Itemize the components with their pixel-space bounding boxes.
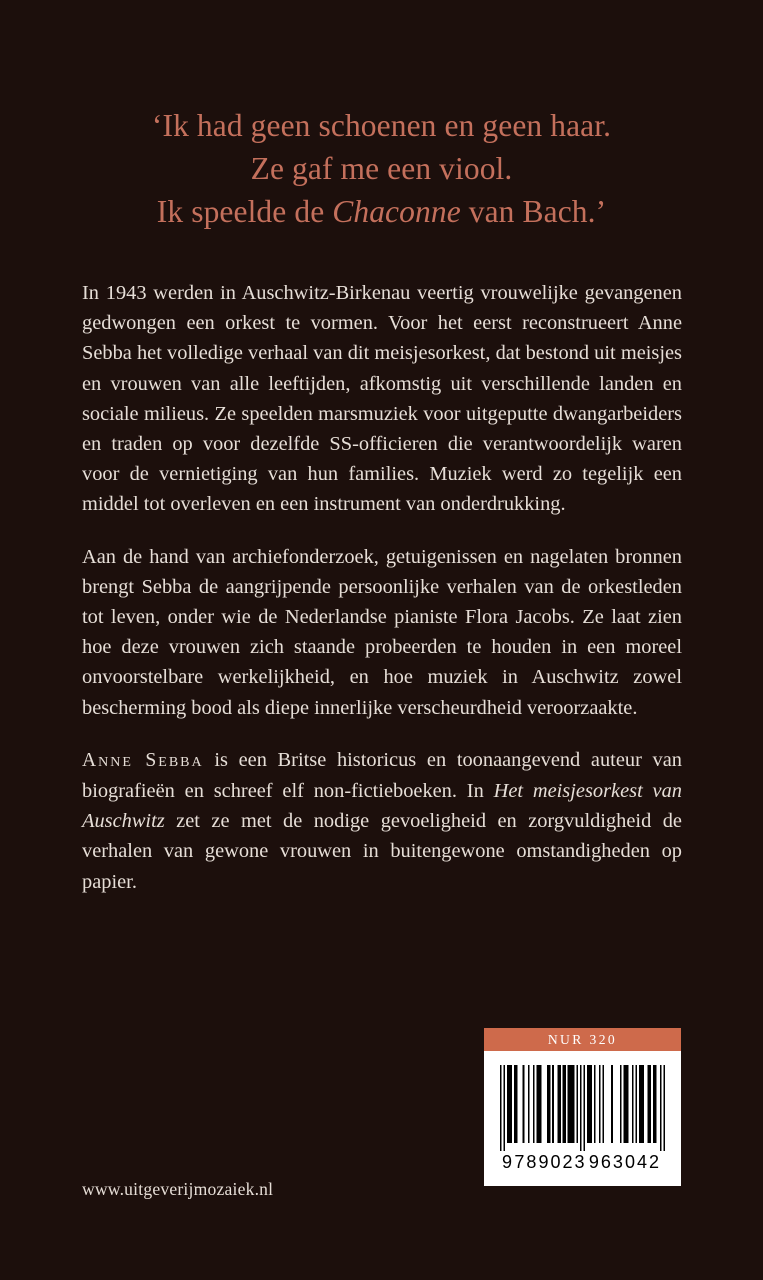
blurb-paragraph-2: Aan de hand van archiefonderzoek, getuigenissen en nagelaten bronnen brengt Sebba de aangrijpende persoonlijke verhalen van de orkestleden tot leven, onder wie de Nederlandse pianiste Flora Jacobs. Ze laat zien hoe deze vrouwen zich staande probeerden te houden in een moreel onvoorstelbare werkelijkheid, en hoe muziek in Auschwitz zowel bescherming bood als diepe innerlijke verscheurdheid veroorzaakte. — [82, 545, 682, 719]
author-bio-paragraph — [82, 745, 682, 897]
pull-quote-line-1: ‘Ik had geen schoenen en geen haar. — [151, 108, 612, 143]
ean-first-digit: 9 — [502, 1152, 513, 1172]
author-bio-before-title: is een Britse historicus en toonaangevend auteur van biografieën en schreef elf non-fictieboeken. In — [82, 748, 682, 803]
blurb-text — [82, 278, 682, 897]
blurb-paragraph-1: In 1943 werden in Auschwitz-Birkenau veertig vrouwelijke gevangenen gedwongen een orkest te vormen. Voor het eerst reconstrueert Anne Sebba het volledige verhaal van dit meisjesorkest, dat bestond uit meisjes en vrouwen van alle leeftijden, afkomstig uit verschillende landen en sociale milieus. Ze speelden marsmuziek voor uitgeputte dwangarbeiders en traden op voor dezelfde SS-officieren die verantwoordelijk waren voor de vernietiging van hun families. Muziek werd zo tegelijk een middel tot overleven en een instrument van onderdrukking. — [82, 282, 682, 516]
pull-quote-line-3-before: Ik speelde de — [156, 194, 333, 229]
publisher-website[interactable]: www.uitgeverijmozaiek.nl — [82, 1179, 274, 1199]
nur-code-band: NUR 320 — [484, 1028, 681, 1051]
author-bio-after-title: zet ze met de nodige gevoeligheid en zorgvuldigheid de verhalen van gewone vrouwen in buitengewone omstandigheden op papier. — [82, 810, 682, 893]
pull-quote-line-3 — [60, 190, 703, 233]
barcode-panel — [484, 1028, 681, 1186]
book-title-italic: Het meisjesorkest van Auschwitz — [82, 780, 682, 833]
ean13-barcode-bars — [500, 1065, 665, 1151]
ean-left-group: 789023 — [514, 1152, 587, 1172]
pull-quote — [60, 104, 703, 233]
ean-right-group: 963042 — [588, 1152, 661, 1172]
pull-quote-line-3-after: van Bach.’ — [460, 194, 607, 229]
ean13-digits — [500, 1151, 665, 1178]
barcode-area — [484, 1051, 681, 1186]
pull-quote-line-2: Ze gaf me een viool. — [250, 151, 513, 186]
author-name: Anne Sebba — [82, 749, 204, 771]
pull-quote-work-title: Chaconne — [332, 194, 461, 229]
